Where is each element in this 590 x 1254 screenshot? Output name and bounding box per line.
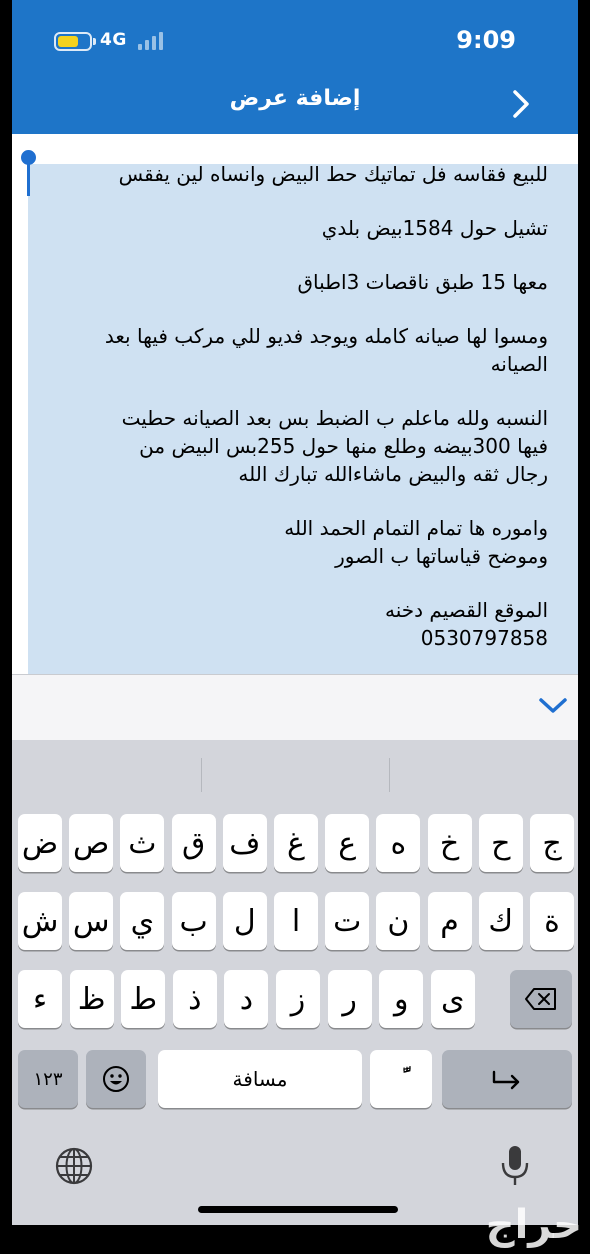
key-letter[interactable]: ت <box>325 892 369 950</box>
haraj-watermark: حراج <box>485 1202 582 1248</box>
key-letter[interactable]: ز <box>276 970 320 1028</box>
key-letter[interactable]: ش <box>18 892 62 950</box>
key-letter[interactable]: و <box>379 970 423 1028</box>
text-line: ومسوا لها صيانه كامله ويوجد فديو للي مركب فيها بعد <box>104 324 548 348</box>
key-letter[interactable]: ى <box>431 970 475 1028</box>
return-icon <box>490 1066 524 1092</box>
microphone-icon[interactable] <box>500 1144 530 1188</box>
key-letter[interactable]: ث <box>120 814 164 872</box>
delete-key[interactable] <box>510 970 572 1028</box>
key-letter[interactable]: غ <box>274 814 318 872</box>
globe-icon[interactable] <box>54 1146 94 1186</box>
suggestion-divider <box>389 758 390 792</box>
key-letter[interactable]: ن <box>376 892 420 950</box>
back-button[interactable] <box>506 86 536 122</box>
chevron-down-icon[interactable] <box>538 695 568 717</box>
backspace-icon <box>524 987 558 1011</box>
key-letter[interactable]: ة <box>530 892 574 950</box>
battery-icon <box>54 32 92 51</box>
key-letter[interactable]: ذ <box>173 970 217 1028</box>
key-letter[interactable]: ظ <box>70 970 114 1028</box>
text-line: 0530797858 <box>420 626 548 650</box>
signal-icon <box>138 32 168 50</box>
emoji-icon <box>101 1064 131 1094</box>
text-line: واموره ها تمام التمام الحمد الله <box>284 516 548 540</box>
key-letter[interactable]: ي <box>120 892 164 950</box>
text-paragraph <box>36 596 548 652</box>
key-letter[interactable]: خ <box>428 814 472 872</box>
text-line: رجال ثقه والبيض ماشاءالله تبارك الله <box>238 462 548 486</box>
key-letter[interactable]: ط <box>121 970 165 1028</box>
key-letter[interactable]: ح <box>479 814 523 872</box>
home-indicator <box>198 1206 398 1213</box>
page-title: إضافة عرض <box>229 86 361 111</box>
suggestion-divider <box>201 758 202 792</box>
numbers-key[interactable]: ١٢٣ <box>18 1050 78 1108</box>
return-key[interactable] <box>442 1050 572 1108</box>
text-line: فيها 300بيضه وطلع منها حول 255بس البيض من <box>139 434 548 458</box>
key-letter[interactable]: س <box>69 892 113 950</box>
text-paragraph <box>36 214 548 242</box>
text-line: تشيل حول 1584بيض بلدي <box>321 216 548 240</box>
space-key[interactable]: مسافة <box>158 1050 362 1108</box>
text-line: الصيانه <box>490 352 548 376</box>
key-letter[interactable]: ق <box>172 814 216 872</box>
text-line: للبيع فقاسه فل تماتيك حط البيض وانساه لين يفقس <box>118 162 548 186</box>
key-letter[interactable]: ه <box>376 814 420 872</box>
key-letter[interactable]: ف <box>223 814 267 872</box>
selection-cursor <box>27 156 30 196</box>
key-letter[interactable]: ل <box>223 892 267 950</box>
text-paragraph <box>36 322 548 378</box>
key-letter[interactable]: ج <box>530 814 574 872</box>
key-letter[interactable]: ا <box>274 892 318 950</box>
key-letter[interactable]: ء <box>18 970 62 1028</box>
text-paragraph <box>36 514 548 570</box>
keyboard-bottom-bar <box>12 1130 578 1200</box>
post-text[interactable] <box>36 160 548 678</box>
text-line: معها 15 طبق ناقصات 3اطباق <box>297 270 548 294</box>
status-bar <box>12 22 578 62</box>
text-line: وموضح قياساتها ب الصور <box>335 544 548 568</box>
text-paragraph <box>36 268 548 296</box>
app-header <box>12 0 578 134</box>
key-letter[interactable]: ر <box>328 970 372 1028</box>
post-text-area[interactable] <box>12 134 578 674</box>
text-line: النسبه ولله ماعلم ب الضبط بس بعد الصيانه حطيت <box>121 406 548 430</box>
text-paragraph <box>36 404 548 488</box>
diacritic-key[interactable] <box>370 1050 432 1108</box>
network-label: 4G <box>100 30 127 50</box>
key-letter[interactable]: ب <box>172 892 216 950</box>
key-letter[interactable]: م <box>428 892 472 950</box>
keyboard-accessory-bar <box>12 674 578 740</box>
text-paragraph <box>36 160 548 188</box>
key-letter[interactable]: د <box>224 970 268 1028</box>
suggestion-bar <box>12 740 578 802</box>
status-time: 9:09 <box>456 26 516 54</box>
key-letter[interactable]: ص <box>69 814 113 872</box>
key-letter[interactable]: ك <box>479 892 523 950</box>
emoji-key[interactable] <box>86 1050 146 1108</box>
key-letter[interactable]: ع <box>325 814 369 872</box>
text-line: الموقع القصيم دخنه <box>385 598 548 622</box>
chevron-right-icon <box>511 89 531 119</box>
key-letter[interactable]: ض <box>18 814 62 872</box>
phone-screen <box>12 0 578 1225</box>
